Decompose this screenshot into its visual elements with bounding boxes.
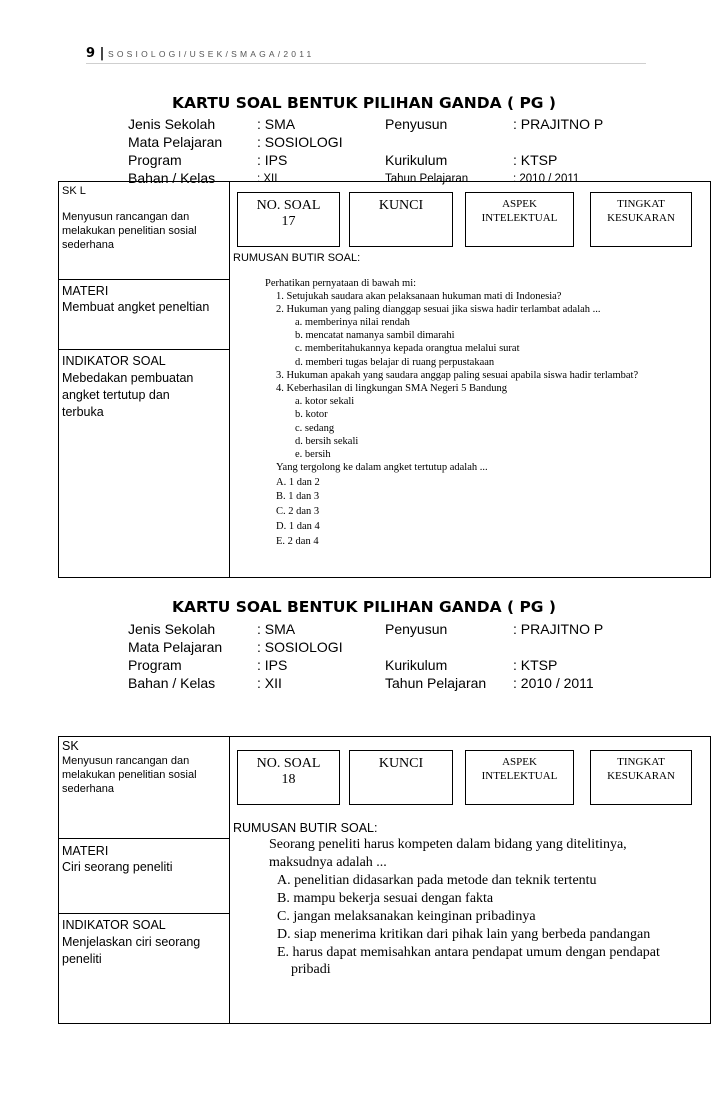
card1-tingkat-box [590,192,692,247]
card2-kurikulum-value: : KTSP [513,657,558,673]
tingkat-label: KESUKARAN [607,770,675,782]
no-soal-value: 17 [281,214,296,229]
card1-question-line: 3. Hukuman apakah yang saudara anggap paling sesuai apabila siswa hadir terlambat? [276,370,639,381]
card1-kurikulum-value: : KTSP [513,152,558,168]
card1-question-line: c. memberitahukannya kepada orangtua melalui surat [295,343,520,354]
card1-program-label: Program [128,152,182,168]
page-number: 9 | [86,46,105,61]
card1-indikator-label: INDIKATOR SOAL [62,354,166,368]
card2-row-divider-1 [58,838,229,839]
card2-kelas-value: : XII [257,675,282,691]
no-soal-value: 18 [281,772,296,787]
card1-sk-line: melakukan penelitian sosial [62,225,197,237]
card2-mapel-value: : SOSIOLOGI [257,639,343,655]
card2-kelas-label: Bahan / Kelas [128,675,216,691]
card2-sk-label: SK [62,739,79,753]
card1-materi-label: MATERI [62,284,109,298]
card1-question-line: b. kotor [295,409,328,420]
card1-penyusun-value: : PRAJITNO P [513,116,604,132]
card1-question-line: D. 1 dan 4 [276,521,320,532]
aspek-label: ASPEK [502,756,537,768]
card2-tingkat-box [590,750,692,805]
card1-question-line: b. mencatat namanya sambil dimarahi [295,330,455,341]
card2-question-line: C. jangan melaksanakan keinginan pribadinya [277,909,536,924]
card1-question-line: e. bersih [295,449,331,460]
card1-question-line: d. bersih sekali [295,436,359,447]
card1-sk-line: sederhana [62,239,114,251]
card2-question-line: E. harus dapat memisahkan antara pendapat umum dengan pendapat [277,945,660,960]
card2-question-line: maksudnya adalah ... [269,855,387,870]
card2-question-line: pribadi [291,962,331,977]
card2-question-line: Seorang peneliti harus kompeten dalam bidang yang ditelitinya, [269,837,627,852]
card1-tahun-label: Tahun Pelajaran [385,173,469,185]
card1-question-line: A. 1 dan 2 [276,477,320,488]
card1-jenis-label: Jenis Sekolah [128,116,216,132]
card2-sk-line: Menyusun rancangan dan [62,755,190,767]
card2-question-line: B. mampu bekerja sesuai dengan fakta [277,891,494,906]
card1-question-line: B. 1 dan 3 [276,491,320,502]
card2-kurikulum-label: Kurikulum [385,657,448,673]
card1-kelas-value: : XII [257,173,278,185]
card2-indikator-label: INDIKATOR SOAL [62,918,166,932]
card2-materi-text: Ciri seorang peneliti [62,860,173,874]
card1-question-line: a. kotor sekali [295,396,355,407]
card2-program-label: Program [128,657,182,673]
tingkat-label: TINGKAT [617,756,665,768]
card2-column-divider [229,736,230,1024]
card1-title: KARTU SOAL BENTUK PILIHAN GANDA ( PG ) [171,94,557,112]
card2-title: KARTU SOAL BENTUK PILIHAN GANDA ( PG ) [171,598,557,616]
card1-kelas-label: Bahan / Kelas [128,170,216,186]
card1-indikator-line: Mebedakan pembuatan [62,371,194,385]
card2-tahun-label: Tahun Pelajaran [385,675,487,691]
card2-sk-line: melakukan penelitian sosial [62,769,197,781]
card2-question-line: A. penelitian didasarkan pada metode dan teknik tertentu [277,873,597,888]
tingkat-label: KESUKARAN [607,212,675,224]
card2-jenis-label: Jenis Sekolah [128,621,216,637]
card1-question-line: Perhatikan pernyataan di bawah mi: [265,278,417,289]
card1-mapel-value: : SOSIOLOGI [257,134,343,150]
card2-aspek-box [465,750,574,805]
card1-question-line: 1. Setujukah saudara akan pelaksanaan hukuman mati di Indonesia? [276,291,562,302]
card2-jenis-value: : SMA [257,621,296,637]
card1-aspek-box [465,192,574,247]
card1-question-line: 2. Hukuman yang paling dianggap sesuai jika siswa hadir terlambat adalah ... [276,304,601,315]
card1-program-value: : IPS [257,152,288,168]
card1-indikator-line: angket tertutup dan [62,388,170,402]
card1-row-divider-2 [58,349,229,350]
card1-indikator-line: terbuka [62,405,104,419]
card1-materi-text: Membuat angket peneltian [62,300,210,314]
card2-program-value: : IPS [257,657,288,673]
card2-indikator-line: peneliti [62,952,102,966]
card2-penyusun-value: : PRAJITNO P [513,621,604,637]
aspek-label: ASPEK [502,198,537,210]
card1-row-divider-1 [58,279,229,280]
card2-sk-line: sederhana [62,783,114,795]
card2-rumusan-label: RUMUSAN BUTIR SOAL: [233,821,378,835]
card1-penyusun-label: Penyusun [385,116,448,132]
kunci-label: KUNCI [378,198,424,213]
kunci-label: KUNCI [378,756,424,771]
card2-penyusun-label: Penyusun [385,621,448,637]
card1-question-line: C. 2 dan 3 [276,506,320,517]
card1-question-line: d. memberi tugas belajar di ruang perpustakaan [295,357,495,368]
card1-tahun-value: : 2010 / 2011 [513,173,580,185]
card1-mapel-label: Mata Pelajaran [128,134,223,150]
card2-row-divider-2 [58,913,229,914]
card1-question-line: a. memberinya nilai rendah [295,317,410,328]
card2-question-line: D. siap menerima kritikan dari pihak lain yang berbeda pandangan [277,927,651,942]
running-head: SOSIOLOGI/USEK/SMAGA/2011 [108,49,315,59]
header-separator: | [99,46,105,61]
card1-kunci-box [349,192,453,247]
no-soal-label: NO. SOAL [256,756,321,771]
aspek-label: INTELEKTUAL [481,770,558,782]
card2-materi-label: MATERI [62,844,109,858]
card1-sk-label: SK L [62,185,86,197]
card1-jenis-value: : SMA [257,116,296,132]
card1-question-line: Yang tergolong ke dalam angket tertutup adalah ... [276,462,488,473]
no-soal-label: NO. SOAL [256,198,321,213]
card1-column-divider [229,181,230,578]
card2-tahun-value: : 2010 / 2011 [513,675,594,691]
card1-question-line: c. sedang [295,423,335,434]
header-rule [86,63,646,64]
card1-question-line: E. 2 dan 4 [276,536,319,547]
card2-kunci-box [349,750,453,805]
card2-mapel-label: Mata Pelajaran [128,639,223,655]
card1-rumusan-label: RUMUSAN BUTIR SOAL: [233,252,361,264]
tingkat-label: TINGKAT [617,198,665,210]
card2-no-soal-box [237,750,340,805]
card1-question-line: 4. Keberhasilan di lingkungan SMA Negeri 5 Bandung [276,383,507,394]
card1-no-soal-box [237,192,340,247]
card1-kurikulum-label: Kurikulum [385,152,448,168]
card1-sk-line: Menyusun rancangan dan [62,211,190,223]
card2-indikator-line: Menjelaskan ciri seorang [62,935,201,949]
aspek-label: INTELEKTUAL [481,212,558,224]
